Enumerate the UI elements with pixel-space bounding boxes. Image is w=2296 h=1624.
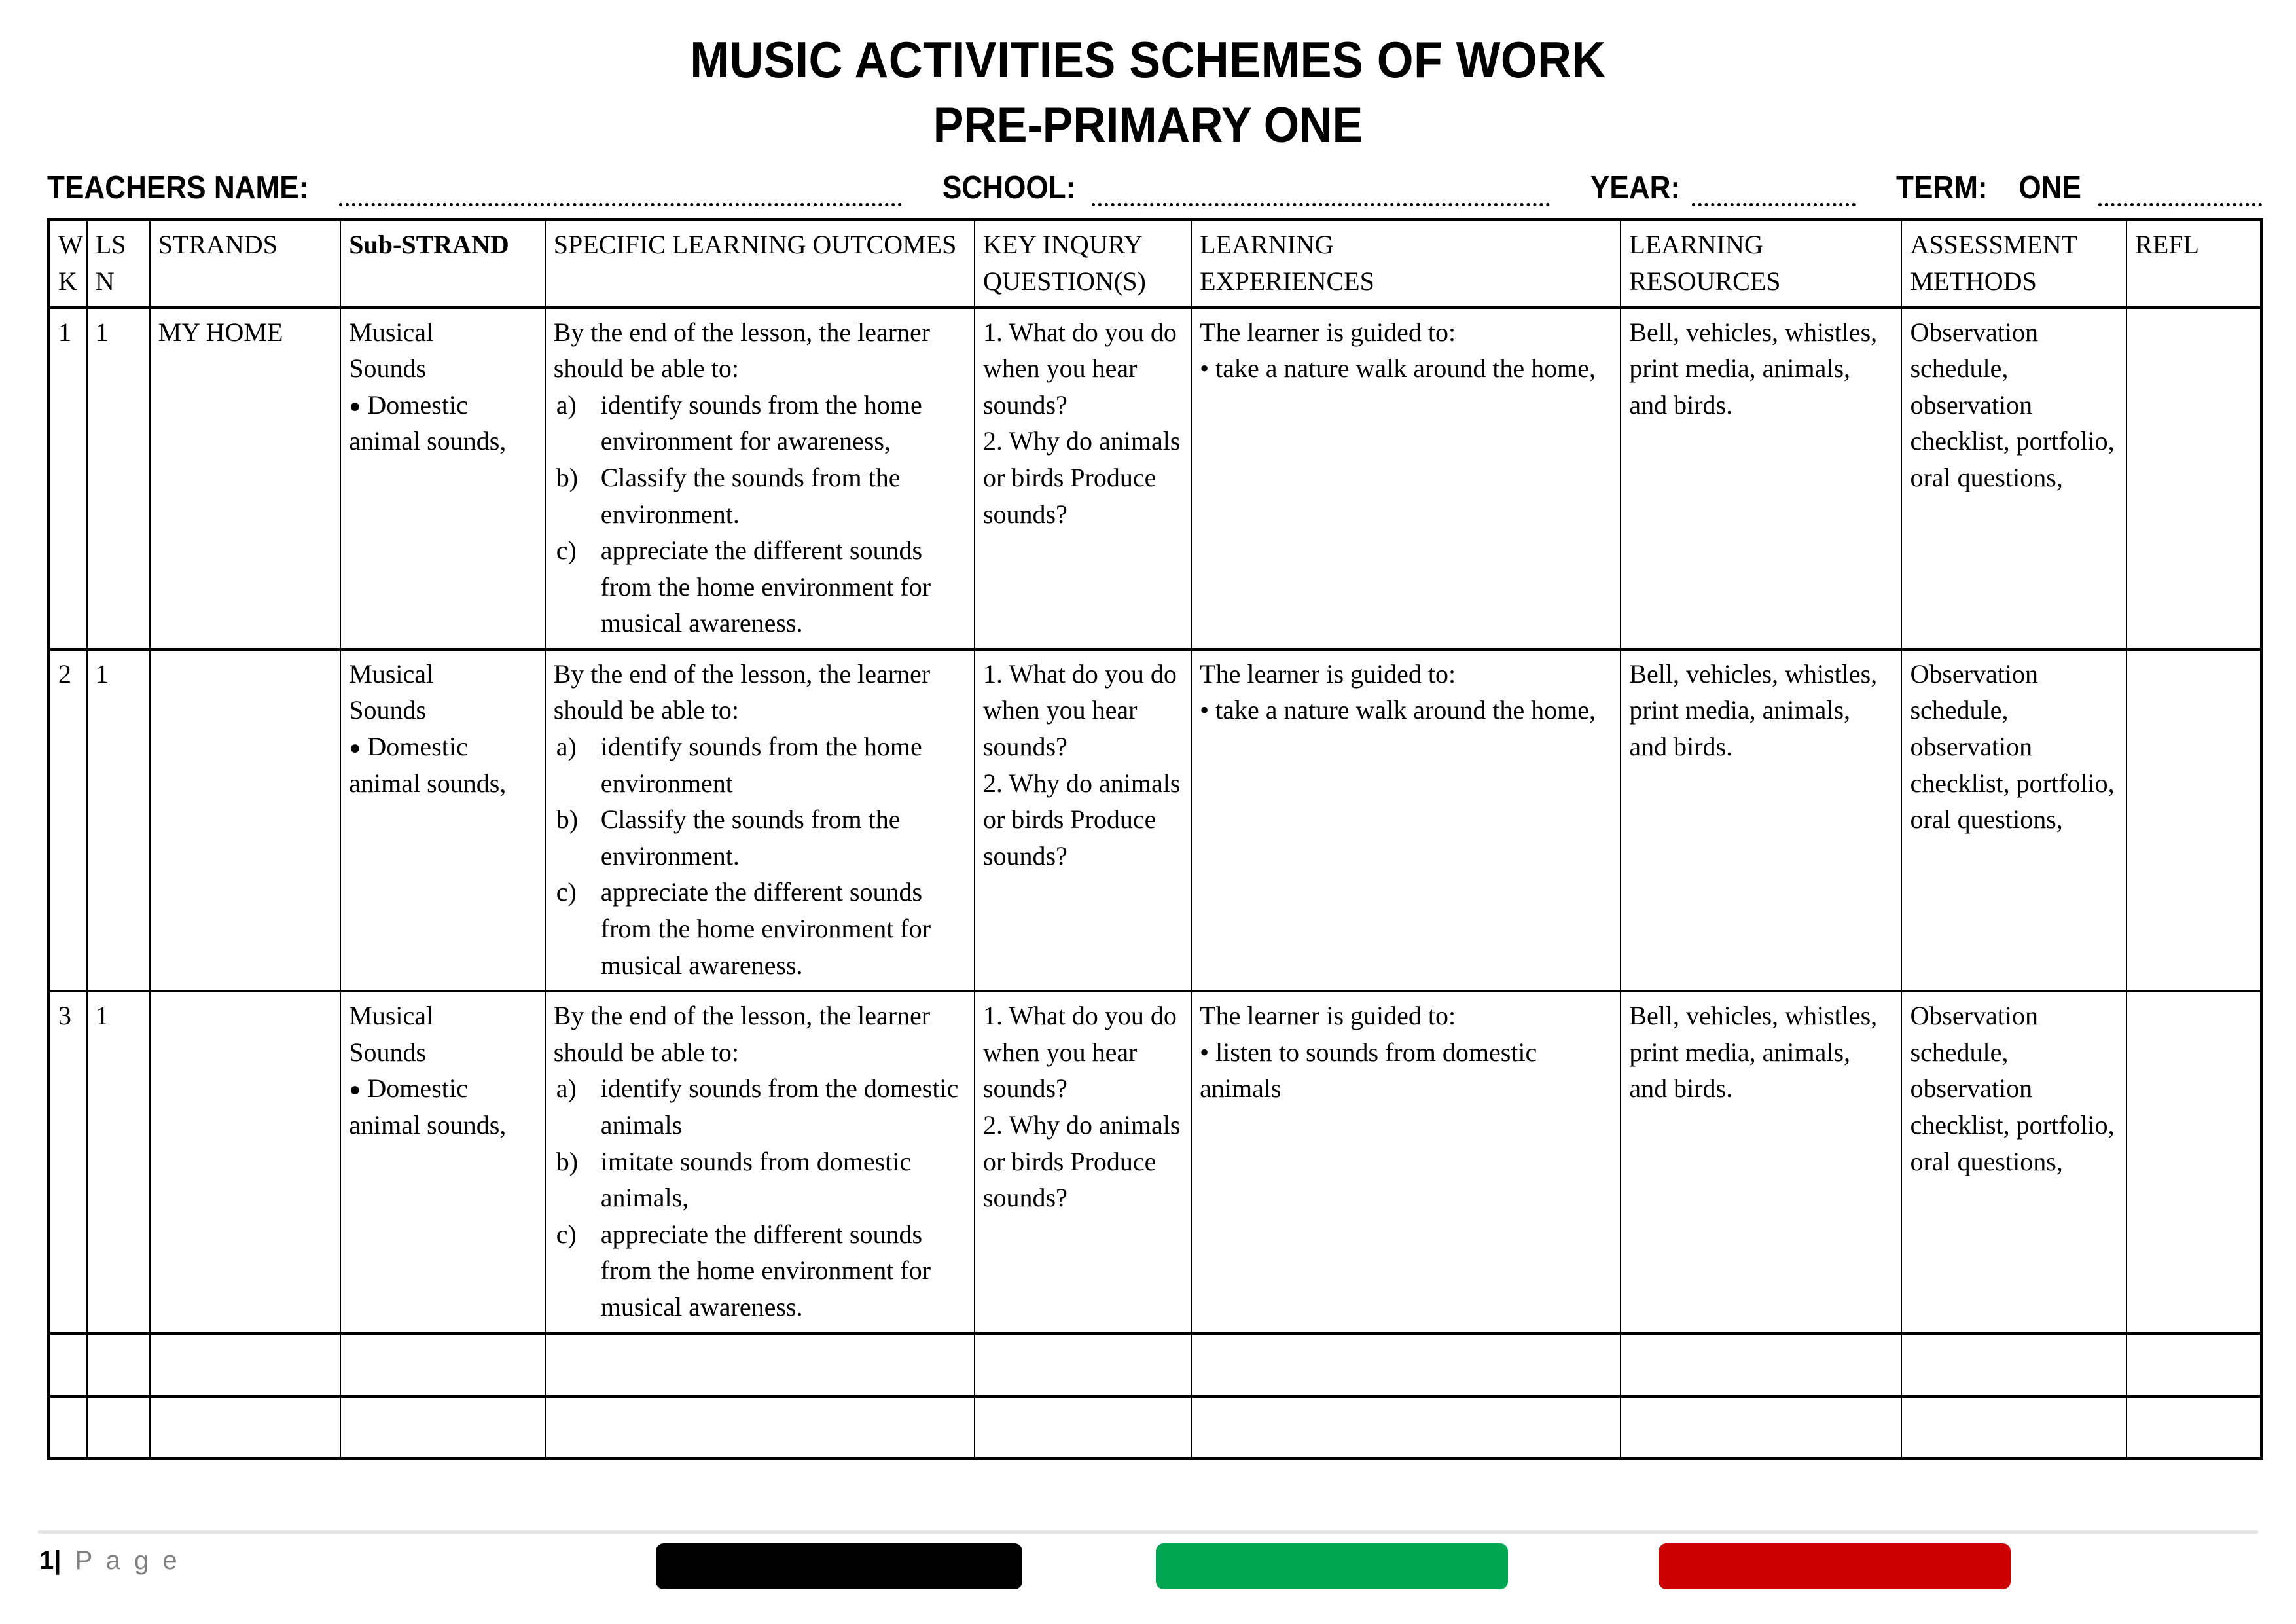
cell-week: 1 xyxy=(49,308,87,649)
cell-specific-learning-outcomes xyxy=(545,991,975,1333)
schemes-of-work-table-wrapper xyxy=(47,218,2263,1460)
header-week-line2: K xyxy=(58,266,77,296)
sub-strand-title-line1: Musical xyxy=(349,659,434,689)
cell-empty[interactable] xyxy=(87,1396,150,1459)
cell-empty[interactable] xyxy=(340,1396,545,1459)
learning-experiences-intro: The learner is guided to: xyxy=(1200,317,1456,347)
cell-week: 3 xyxy=(49,991,87,1333)
document-meta-line xyxy=(0,170,2296,206)
page-number-separator: | xyxy=(54,1546,65,1575)
header-key-inquiry-questions xyxy=(975,220,1191,308)
cell-lesson: 1 xyxy=(87,649,150,991)
slo-item-marker: b) xyxy=(556,462,579,492)
cell-empty[interactable] xyxy=(87,1333,150,1396)
header-kiq-line1: KEY INQURY xyxy=(982,230,1143,260)
header-learning-experiences xyxy=(1191,220,1621,308)
cell-learning-experiences xyxy=(1191,649,1621,991)
header-week xyxy=(49,220,87,308)
slo-list xyxy=(554,729,966,983)
header-strands: STRANDS xyxy=(150,220,341,308)
year-label: YEAR: xyxy=(1590,170,1681,206)
slo-item-text: imitate sounds from domestic animals, xyxy=(600,1146,912,1213)
cell-assessment-methods: Observation schedule, observation checklist, portfolio, oral questions, xyxy=(1901,308,2126,649)
sub-strand-title-line2: Sounds xyxy=(349,1037,427,1067)
cell-empty[interactable] xyxy=(975,1396,1191,1459)
cell-learning-resources: Bell, vehicles, whistles, print media, animals, and birds. xyxy=(1621,308,1901,649)
slo-item-marker: b) xyxy=(556,804,579,835)
cell-strand xyxy=(150,991,341,1333)
slo-item-text: Classify the sounds from the environment. xyxy=(600,804,901,871)
cell-empty[interactable] xyxy=(975,1333,1191,1396)
cell-strand xyxy=(150,649,341,991)
slo-item-marker: a) xyxy=(556,389,577,420)
table-row-empty xyxy=(49,1333,2262,1396)
slo-item-text: identify sounds from the home environment for awareness, xyxy=(600,389,922,456)
slo-item xyxy=(554,1216,966,1326)
document-main-title: MUSIC ACTIVITIES SCHEMES OF WORK xyxy=(690,31,1606,88)
cell-lesson: 1 xyxy=(87,991,150,1333)
year-input[interactable] xyxy=(1692,181,1856,206)
black-bar xyxy=(656,1543,1022,1589)
learning-experience-item: • listen to sounds from domestic animals xyxy=(1200,1034,1612,1107)
slo-item xyxy=(554,801,966,874)
slo-item-marker: c) xyxy=(556,877,577,907)
cell-week: 2 xyxy=(49,649,87,991)
term-value: ONE xyxy=(2018,170,2081,206)
green-bar xyxy=(1156,1543,1508,1589)
sub-strand-title-line1: Musical xyxy=(349,1001,434,1031)
cell-specific-learning-outcomes xyxy=(545,308,975,649)
learning-experiences-intro: The learner is guided to: xyxy=(1200,1001,1456,1031)
schemes-of-work-table xyxy=(47,218,2263,1460)
slo-list xyxy=(554,387,966,641)
cell-empty[interactable] xyxy=(1191,1333,1621,1396)
header-specific-learning-outcomes: SPECIFIC LEARNING OUTCOMES xyxy=(545,220,975,308)
slo-item-text: appreciate the different sounds from the home environment for musical awareness. xyxy=(600,535,931,638)
cell-key-inquiry-questions xyxy=(975,649,1191,991)
sub-strand-title-line2: Sounds xyxy=(349,353,427,384)
cell-reflection[interactable] xyxy=(2126,649,2261,991)
cell-empty[interactable] xyxy=(150,1333,341,1396)
table-row xyxy=(49,649,2262,991)
key-inquiry-question: 2. Why do animals or birds Produce sounds? xyxy=(982,426,1181,529)
cell-key-inquiry-questions xyxy=(975,308,1191,649)
key-inquiry-question: 1. What do you do when you hear sounds? xyxy=(982,1001,1177,1104)
sub-strand-bullet: ● Domestic animal sounds, xyxy=(349,729,536,801)
red-bar xyxy=(1659,1543,2011,1589)
term-label: TERM: xyxy=(1895,170,1988,206)
header-lesson-line2: N xyxy=(95,266,115,296)
page-word-label: P a g e xyxy=(75,1546,181,1575)
slo-item xyxy=(554,729,966,801)
cell-lesson: 1 xyxy=(87,308,150,649)
cell-specific-learning-outcomes xyxy=(545,649,975,991)
slo-list xyxy=(554,1070,966,1325)
cell-empty[interactable] xyxy=(545,1333,975,1396)
cell-key-inquiry-questions xyxy=(975,991,1191,1333)
cell-learning-resources: Bell, vehicles, whistles, print media, animals, and birds. xyxy=(1621,991,1901,1333)
table-row-empty xyxy=(49,1396,2262,1459)
sub-strand-bullet: ● Domestic animal sounds, xyxy=(349,1070,536,1143)
header-sub-strand: Sub-STRAND xyxy=(340,220,545,308)
cell-reflection[interactable] xyxy=(2126,991,2261,1333)
cell-assessment-methods: Observation schedule, observation checklist, portfolio, oral questions, xyxy=(1901,991,2126,1333)
cell-empty[interactable] xyxy=(49,1396,87,1459)
table-row xyxy=(49,308,2262,649)
header-lres-line1: LEARNING xyxy=(1629,230,1763,260)
school-label: SCHOOL: xyxy=(942,170,1076,206)
document-sub-title: PRE-PRIMARY ONE xyxy=(933,97,1363,153)
footer-divider xyxy=(38,1530,2258,1534)
slo-item-marker: b) xyxy=(556,1146,579,1176)
slo-item xyxy=(554,460,966,532)
table-header xyxy=(49,220,2262,308)
cell-empty[interactable] xyxy=(2126,1396,2261,1459)
slo-item-marker: a) xyxy=(556,1074,577,1104)
table-body xyxy=(49,308,2262,1459)
slo-item xyxy=(554,1144,966,1216)
cell-empty[interactable] xyxy=(1621,1333,1901,1396)
page-footer xyxy=(0,1525,2296,1624)
sub-strand-title-line2: Sounds xyxy=(349,695,427,725)
learning-experiences-intro: The learner is guided to: xyxy=(1200,659,1456,689)
key-inquiry-question: 1. What do you do when you hear sounds? xyxy=(982,659,1177,762)
learning-experience-item: • take a nature walk around the home, xyxy=(1200,350,1612,387)
header-lex-line2: EXPERIENCES xyxy=(1200,266,1374,296)
header-assessment-methods xyxy=(1901,220,2126,308)
sub-strand-title-line1: Musical xyxy=(349,317,434,347)
slo-item-text: identify sounds from the home environment xyxy=(600,732,922,798)
header-lres-line2: RESOURCES xyxy=(1629,266,1781,296)
slo-item-marker: c) xyxy=(556,1219,577,1249)
cell-empty[interactable] xyxy=(49,1333,87,1396)
header-lex-line1: LEARNING xyxy=(1200,230,1334,260)
cell-empty[interactable] xyxy=(2126,1333,2261,1396)
slo-intro: By the end of the lesson, the learner should be able to: xyxy=(553,659,931,725)
header-learning-resources xyxy=(1621,220,1901,308)
page-number-indicator xyxy=(39,1546,181,1576)
slo-intro: By the end of the lesson, the learner should be able to: xyxy=(553,1001,931,1067)
key-inquiry-question: 2. Why do animals or birds Produce sounds? xyxy=(982,768,1181,871)
cell-sub-strand xyxy=(340,991,545,1333)
header-lesson xyxy=(87,220,150,308)
cell-learning-experiences xyxy=(1191,991,1621,1333)
cell-empty[interactable] xyxy=(1901,1396,2126,1459)
cell-learning-experiences xyxy=(1191,308,1621,649)
slo-item-text: appreciate the different sounds from the home environment for musical awareness. xyxy=(600,877,931,980)
page-number-value: 1 xyxy=(39,1546,54,1575)
key-inquiry-question: 2. Why do animals or birds Produce sounds? xyxy=(982,1110,1181,1213)
cell-assessment-methods: Observation schedule, observation checklist, portfolio, oral questions, xyxy=(1901,649,2126,991)
cell-empty[interactable] xyxy=(150,1396,341,1459)
cell-sub-strand xyxy=(340,308,545,649)
header-kiq-line2: QUESTION(S) xyxy=(982,266,1146,296)
learning-experience-item: • take a nature walk around the home, xyxy=(1200,692,1612,729)
header-reflection: REFL xyxy=(2126,220,2261,308)
slo-item-text: appreciate the different sounds from the home environment for musical awareness. xyxy=(600,1219,931,1322)
school-input[interactable] xyxy=(1092,181,1550,206)
cell-sub-strand xyxy=(340,649,545,991)
cell-learning-resources: Bell, vehicles, whistles, print media, animals, and birds. xyxy=(1621,649,1901,991)
cell-empty[interactable] xyxy=(340,1333,545,1396)
slo-item-text: identify sounds from the domestic animals xyxy=(600,1074,959,1140)
cell-empty[interactable] xyxy=(545,1396,975,1459)
header-asm-line1: ASSESSMENT xyxy=(1910,230,2078,260)
slo-item xyxy=(554,532,966,641)
slo-item xyxy=(554,1070,966,1143)
slo-item xyxy=(554,874,966,983)
slo-item xyxy=(554,387,966,460)
term-input[interactable] xyxy=(2098,181,2262,206)
cell-empty[interactable] xyxy=(1901,1333,2126,1396)
sub-strand-bullet: ● Domestic animal sounds, xyxy=(349,387,536,460)
slo-item-marker: c) xyxy=(556,535,577,566)
header-lesson-line1: LS xyxy=(95,230,126,260)
slo-intro: By the end of the lesson, the learner should be able to: xyxy=(553,317,931,384)
header-week-line1: W xyxy=(58,230,83,260)
table-header-row xyxy=(49,220,2262,308)
cell-reflection[interactable] xyxy=(2126,308,2261,649)
key-inquiry-question: 1. What do you do when you hear sounds? xyxy=(982,317,1177,420)
table-row xyxy=(49,991,2262,1333)
title-block xyxy=(0,0,2296,151)
teachers-name-input[interactable] xyxy=(339,181,903,206)
cell-empty[interactable] xyxy=(1621,1396,1901,1459)
header-asm-line2: METHODS xyxy=(1910,266,2037,296)
cell-strand: MY HOME xyxy=(150,308,341,649)
teachers-name-label: TEACHERS NAME: xyxy=(47,170,309,206)
cell-empty[interactable] xyxy=(1191,1396,1621,1459)
slo-item-marker: a) xyxy=(556,732,577,762)
slo-item-text: Classify the sounds from the environment. xyxy=(600,462,901,529)
